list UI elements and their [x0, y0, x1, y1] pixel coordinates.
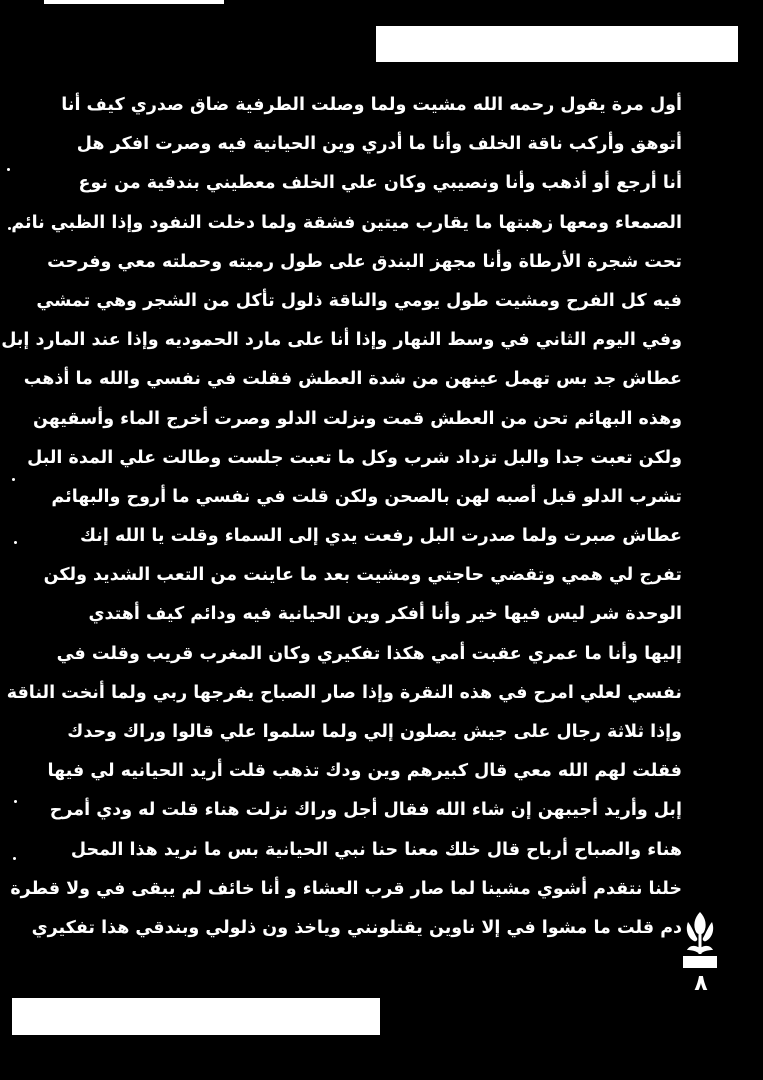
scan-speck	[14, 800, 17, 803]
redaction-bar-bottom	[12, 998, 380, 1035]
text-line-21: خلنا نتقدم أشوي مشينا لما صار قرب العشاء و أنا خائف لم يبقى في ولا قطرة	[10, 878, 682, 899]
text-line-9: وهذه البهائم تحن من العطش قمت ونزلت الدلو وصرت أخرج الماء وأسقيهن	[32, 408, 682, 429]
text-line-12: عطاش صبرت ولما صدرت البل رفعت يدي إلى السماء وقلت يا الله إنك	[79, 526, 682, 547]
text-line-22: دم قلت ما مشوا في إلا ناوين يقتلونني وياخذ ون ذلولي وبندقي هذا تفكيري	[31, 917, 682, 938]
text-line-8: عطاش جد بس تهمل عينهن من شدة العطش فقلت في نفسي والله ما أذهب	[23, 369, 682, 390]
text-line-2: أتوهق وأركب ناقة الخلف وأنا ما أدري وين الحيانية فيه وصرت افكر هل	[76, 134, 682, 155]
text-line-7: وفي اليوم الثاني في وسط النهار وإذا أنا على مارد الحموديه وإذا عند المارد إبل	[1, 330, 682, 351]
redaction-bar-top	[376, 26, 738, 62]
text-line-5: تحت شجرة الأرطاة وأنا مجهز البندق على طول رميته وحملته معي وفرحت	[47, 251, 682, 272]
text-line-15: إليها وأنا ما عمري عقبت أمي هكذا تفكيري وكان المغرب قريب وقلت في	[56, 643, 682, 664]
text-line-19: إبل وأريد أجيبهن إن شاء الله فقال أجل وراك نزلت هناء قلت له ودي أمرح	[49, 800, 682, 821]
text-line-13: تفرج لي همي وتقضي حاجتي ومشيت بعد ما عاينت من التعب الشديد ولكن	[43, 565, 682, 586]
text-line-11: تشرب الدلو قبل أصبه لهن بالصحن ولكن قلت في نفسي ما أروح والبهائم	[51, 486, 682, 507]
scan-speck	[8, 227, 11, 230]
text-line-1: أول مرة يقول رحمه الله مشيت ولما وصلت الطرفية ضاق صدري كيف أنا	[61, 95, 682, 115]
text-line-18: فقلت لهم الله معي قال كبيرهم وين ودك تذهب قلت أريد الحيانيه لي فيها	[47, 761, 682, 782]
text-line-10: ولكن تعبت جدا والبل تزداد شرب وكل ما تعبت جلست وطالت علي المدة البل	[27, 447, 682, 468]
text-line-4: الصمعاء ومعها زهبتها ما يقارب ميتين فشقة ولما دخلت النفود وإذا الظبي نائم	[11, 212, 682, 233]
page-number: ٨	[694, 971, 708, 996]
scan-speck	[7, 168, 10, 171]
text-line-6: فيه كل الفرح ومشيت طول يومي والناقة ذلول تأكل من الشجر وهي تمشي	[36, 290, 682, 311]
scan-speck	[14, 541, 17, 544]
scan-speck	[13, 857, 16, 860]
tulip-ornament-icon	[680, 908, 720, 972]
page-body-text	[1, 86, 682, 948]
text-line-17: وإذا ثلاثة رجال على جيش يصلون إلي ولما سلموا علي قالوا وراك وحدك	[67, 722, 682, 742]
top-edge-strip	[44, 0, 224, 4]
scan-speck	[12, 478, 15, 481]
text-line-16: نفسي لعلي امرح في هذه النقرة وإذا صار الصباح يفرجها ربي ولما أنخت الناقة	[6, 682, 682, 703]
text-line-14: الوحدة شر ليس فيها خير وأنا أفكر وين الحيانية فيه ودائم كيف أهتدي	[88, 604, 682, 625]
text-line-20: هناء والصباح أرباح قال خلك معنا حنا نبي الحيانية بس ما نريد هذا المحل	[70, 839, 682, 860]
text-line-3: أنا أرجع أو أذهب وأنا ونصيبي وكان علي الخلف معطيني بندقية من نوع	[78, 173, 682, 194]
